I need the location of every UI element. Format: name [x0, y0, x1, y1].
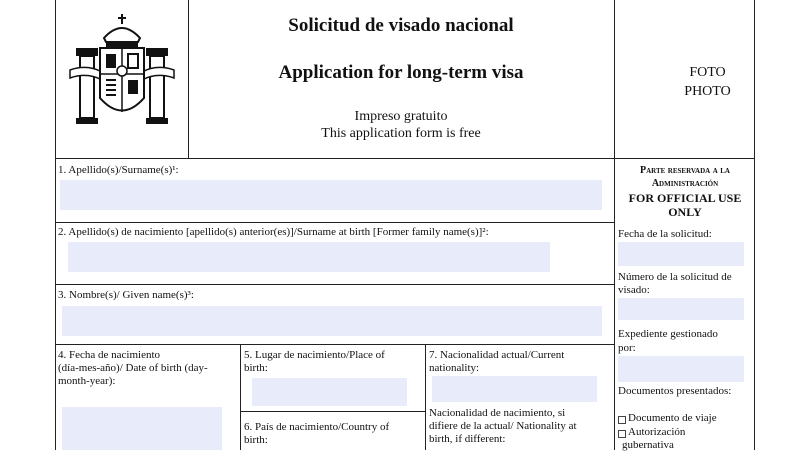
visa-application-number-input[interactable] [618, 298, 744, 320]
title-spanish: Solicitud de visado nacional [288, 15, 514, 36]
place-of-birth-input[interactable] [252, 378, 407, 406]
free-form-note-english: This application form is free [321, 126, 481, 141]
travel-document-checkbox[interactable] [618, 416, 626, 424]
free-form-note-spanish: Impreso gratuito [354, 109, 448, 124]
country-of-birth-label-line1: 6. País de nacimiento/Country of [244, 421, 390, 433]
documents-submitted-label: Documentos presentados: [618, 385, 732, 397]
file-handled-by-label-line1: Expediente gestionado [618, 328, 718, 340]
file-handled-by-input[interactable] [618, 356, 744, 382]
right-border [754, 0, 755, 450]
surname-label: 1. Apellido(s)/Surname(s)¹: [58, 164, 179, 176]
date-of-birth-label-line2: (día-mes-año)/ Date of birth (day- [58, 362, 208, 374]
nationality-at-birth-label-line2: difiere de la actual/ Nationality at [429, 420, 577, 432]
surname-at-birth-label: 2. Apellido(s) de nacimiento [apellido(s) anterior(es)]/Surname at birth [Former family name(s)]²: [58, 226, 489, 238]
surname-input[interactable] [60, 180, 602, 210]
date-of-birth-label-line1: 4. Fecha de nacimiento [58, 349, 161, 361]
country-of-birth-label-line2: birth: [244, 434, 268, 446]
file-handled-by-label-line2: por: [618, 342, 636, 354]
row2-bottom-rule [55, 284, 615, 285]
place-of-birth-label-line1: 5. Lugar de nacimiento/Place of [244, 349, 385, 361]
government-authorization-label-line1: Autorización [628, 426, 686, 438]
given-name-input[interactable] [62, 306, 602, 336]
nationality-at-birth-label-line1: Nacionalidad de nacimiento, si [429, 407, 566, 419]
row3-bottom-rule [55, 344, 615, 345]
place-of-birth-label-line2: birth: [244, 362, 268, 374]
official-use-heading-line4: ONLY [668, 205, 702, 219]
logo-divider [188, 0, 189, 158]
visa-application-number-label-line1: Número de la solicitud de [618, 271, 732, 283]
place-country-divider [240, 411, 425, 412]
photo-label-english: PHOTO [684, 84, 731, 99]
photo-label-spanish: FOTO [689, 65, 726, 80]
left-border [55, 0, 56, 450]
title-english: Application for long-term visa [278, 62, 524, 83]
row1-bottom-rule [55, 222, 615, 223]
official-use-heading-line3: FOR OFFICIAL USE [628, 191, 742, 205]
travel-document-label: Documento de viaje [628, 412, 717, 424]
col-divider-5-7 [425, 344, 426, 450]
visa-application-number-label-line2: visado: [618, 284, 650, 296]
current-nationality-label-line1: 7. Nacionalidad actual/Current [429, 349, 565, 361]
official-use-heading-line1: Parte reservada a la [639, 165, 730, 176]
government-authorization-label-line2: gubernativa [622, 439, 674, 451]
surname-at-birth-input[interactable] [68, 242, 550, 272]
current-nationality-label-line2: nationality: [429, 362, 480, 374]
current-nationality-input[interactable] [432, 376, 597, 402]
application-date-input[interactable] [618, 242, 744, 266]
given-name-label: 3. Nombre(s)/ Given name(s)³: [58, 289, 194, 301]
col-divider-4-5 [240, 344, 241, 450]
official-column-divider [614, 0, 615, 450]
nationality-at-birth-label-line3: birth, if different: [429, 433, 506, 445]
government-authorization-checkbox[interactable] [618, 430, 626, 438]
date-of-birth-input[interactable] [62, 407, 222, 450]
official-use-heading-line2: Administración [651, 178, 719, 189]
coat-of-arms-logo [62, 8, 182, 133]
application-date-label: Fecha de la solicitud: [618, 228, 712, 240]
date-of-birth-label-line3: month-year): [58, 375, 116, 387]
header-bottom-rule [55, 158, 755, 159]
